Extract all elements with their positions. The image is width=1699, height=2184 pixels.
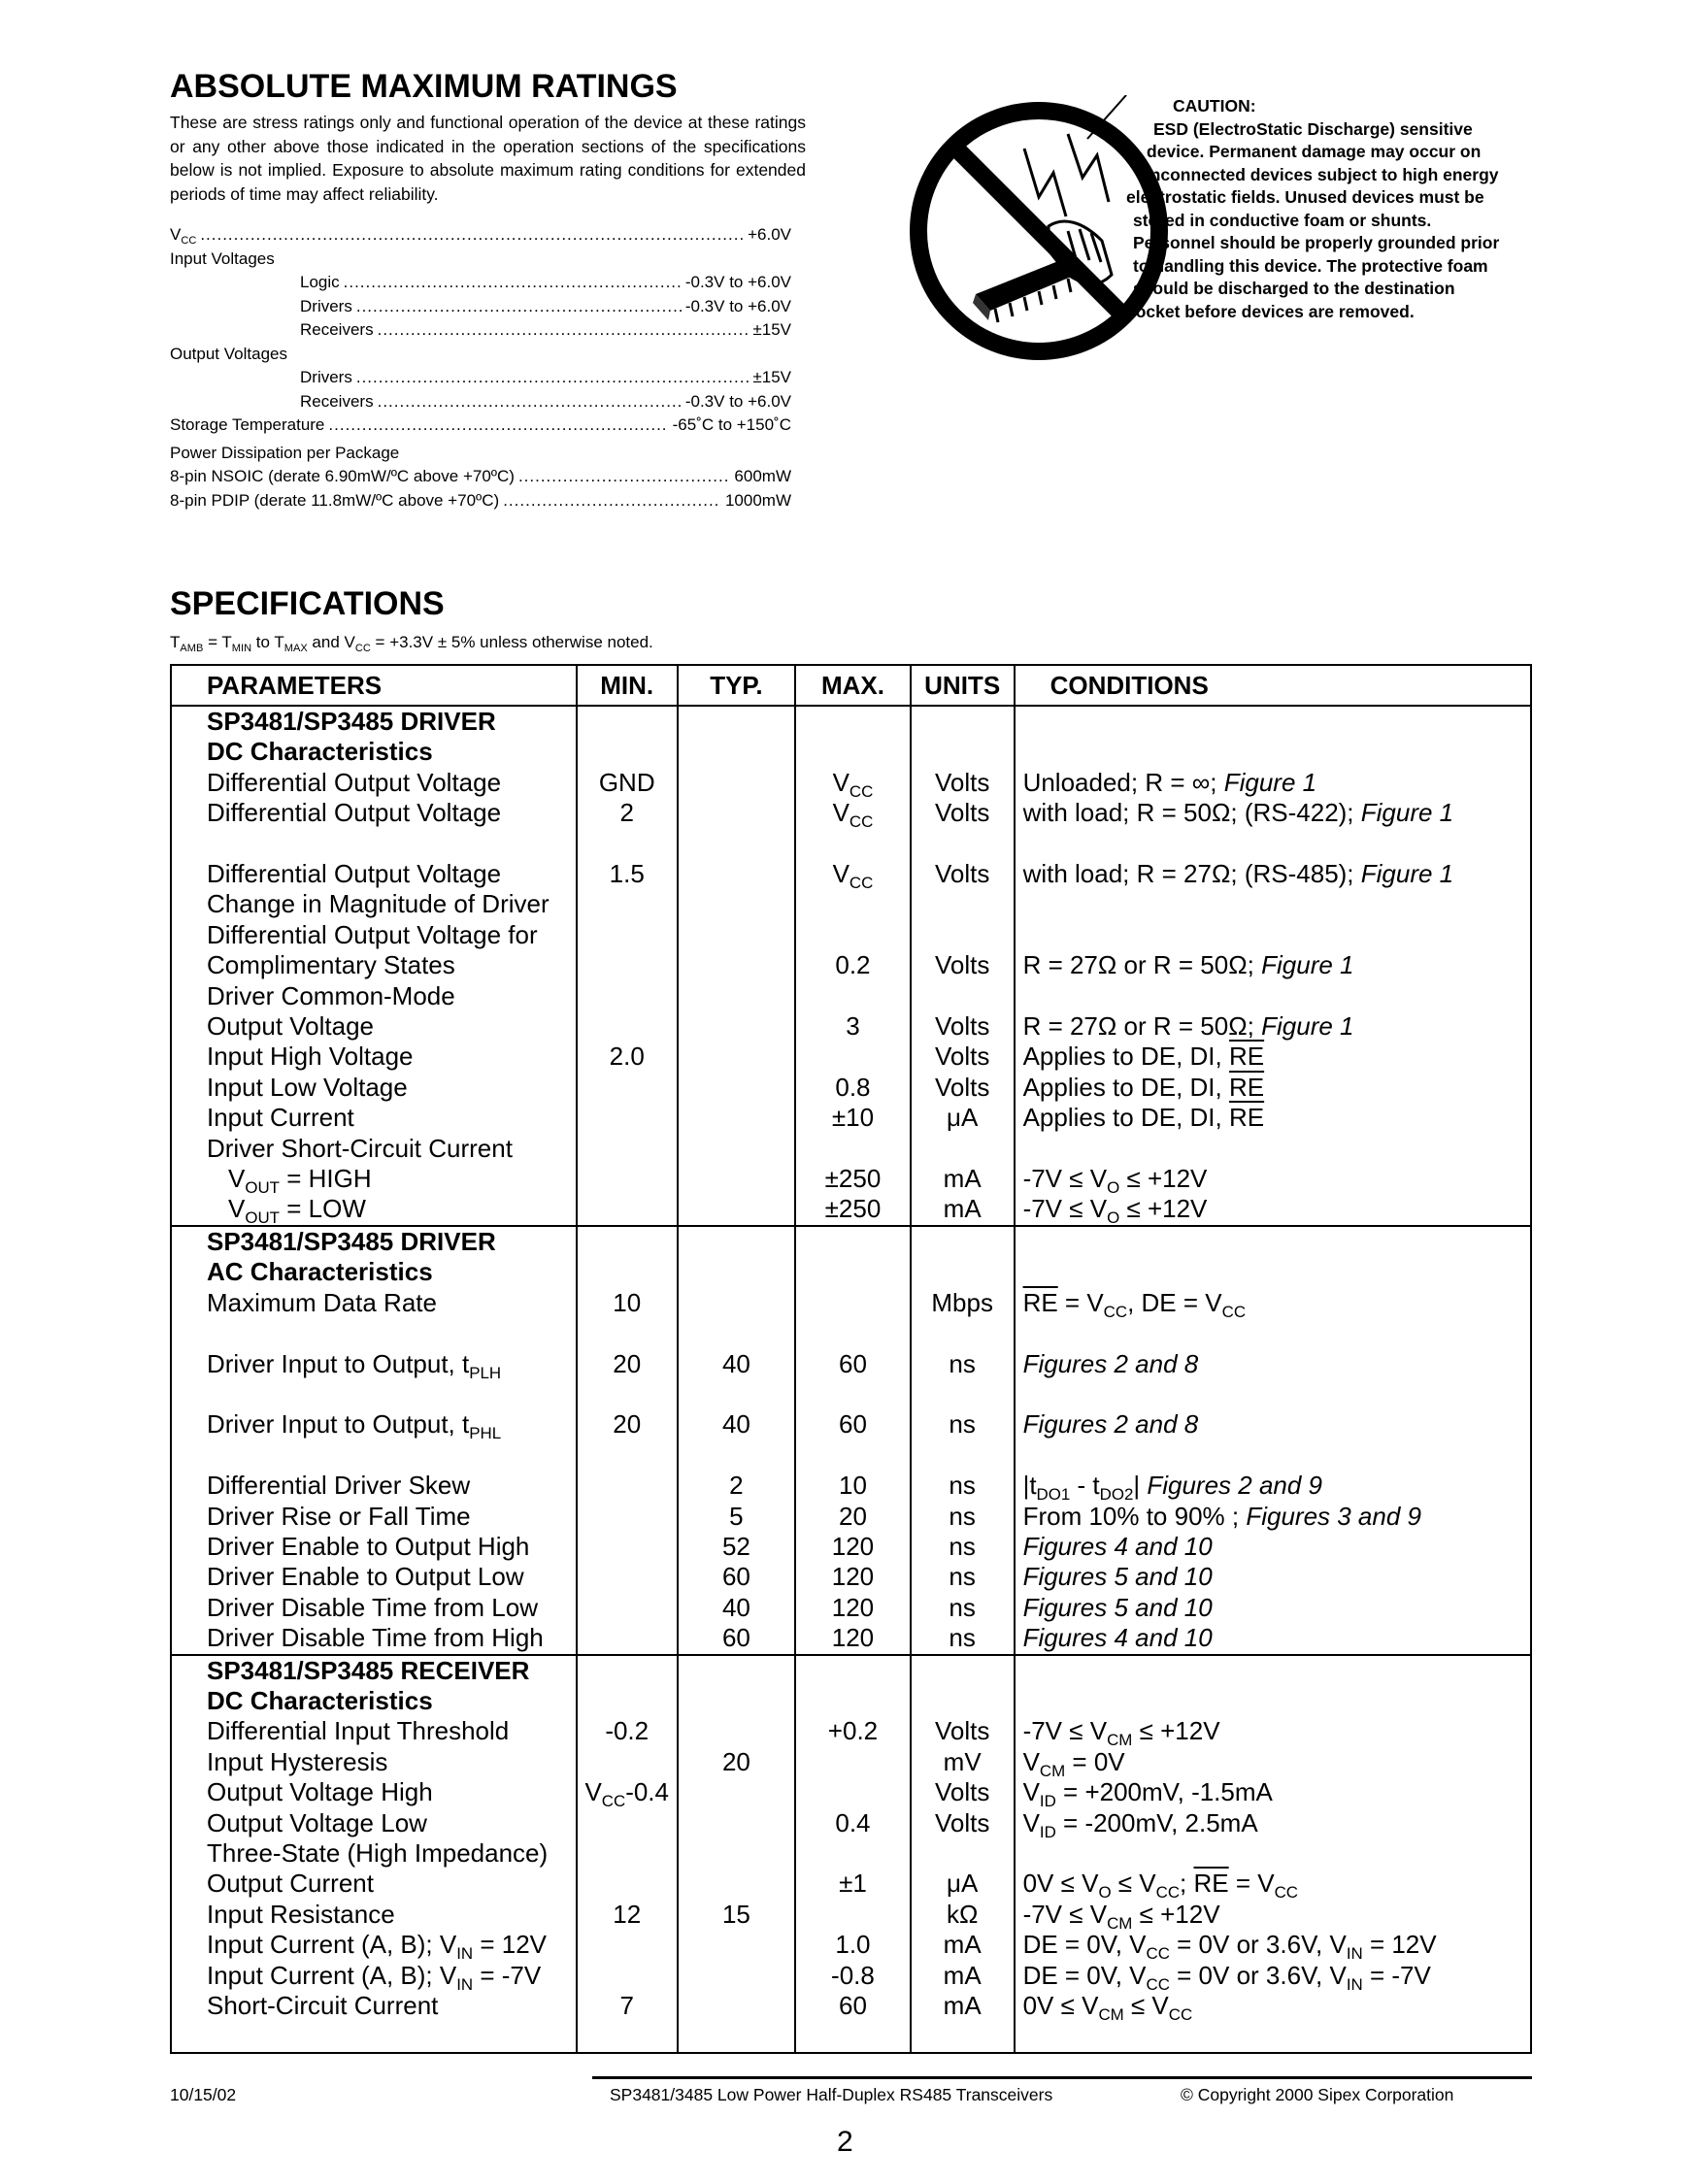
table-row: Differential Output Voltage 1.5 $V_{CC}$ Volts with load; R = 27Ω; (RS-485); Figure 1 xyxy=(171,859,1531,889)
ratings-list xyxy=(170,225,791,514)
header-conditions: CONDITIONS xyxy=(1015,665,1531,706)
table-row: Driver Enable to Output High 52 120 ns Figures 4 and 10 xyxy=(171,1532,1531,1562)
section-receiver-dc xyxy=(171,1655,1531,2053)
table-row: Driver Rise or Fall Time 5 20 ns From 10% to 90% ; Figures 3 and 9 xyxy=(171,1502,1531,1532)
table-row: Differential Output Voltage 2 $V_{CC}$ Volts with load; R = 50Ω; (RS-422); Figure 1 xyxy=(171,798,1531,859)
table-row: Driver Enable to Output Low 60 120 ns Figures 5 and 10 xyxy=(171,1562,1531,1592)
rating-output-drivers: Drivers ..... ±15V xyxy=(170,368,791,392)
table-row: Differential Output Voltage for xyxy=(171,920,1531,950)
header-typ: TYP. xyxy=(678,665,796,706)
caution-line: stored in conductive foam or shunts. xyxy=(1133,210,1432,230)
amr-intro: These are stress ratings only and functional operation of the device at these ratings or any other above those indicated in the operation sections of the specifications below is not implied. Exposure to absolute maximum rating conditions for extended periods of time may affect reliability. xyxy=(170,113,806,204)
caution-line: unconnected devices subject to high energy xyxy=(1140,164,1499,184)
section-driver-ac xyxy=(171,1226,1531,1655)
table-row: $V_{OUT}$ = LOW ±250 mA $-7V \le V_O \le +12V$ xyxy=(171,1194,1531,1225)
table-row: $V_{OUT}$ = HIGH ±250 mA $-7V \le V_O \le +12V$ xyxy=(171,1164,1531,1194)
table-row: Input Hysteresis 20 mV $V_{CM} = 0V$ xyxy=(171,1747,1531,1777)
rating-pdip: 8-pin PDIP (derate 11.8mW/ºC above +70ºC) ..... 1000mW xyxy=(170,491,791,515)
rating-output-receivers: Receivers ..... -0.3V to +6.0V xyxy=(170,392,791,416)
table-row: Driver Disable Time from Low 40 120 ns Figures 5 and 10 xyxy=(171,1593,1531,1623)
table-row: Input Current (A, B); $V_{IN} = 12V$ 1.0 mA DE = 0V, $V_{CC} = 0V$ or 3.6V, $V_{IN} = 12V$ xyxy=(171,1930,1531,1960)
table-row: Differential Input Threshold -0.2 +0.2 Volts $-7V \le V_{CM} \le +12V$ xyxy=(171,1716,1531,1746)
table-row: Input Current (A, B); $V_{IN} = -7V$ -0.8 mA DE = 0V, $V_{CC} = 0V$ or 3.6V, $V_{IN} = -7V$ xyxy=(171,1961,1531,1991)
footer-date: 10/15/02 xyxy=(170,2085,237,2104)
footer-title: SP3481/3485 Low Power Half-Duplex RS485 Transceivers xyxy=(610,2085,1053,2104)
amr-title: ABSOLUTE MAXIMUM RATINGS xyxy=(170,68,678,105)
header-units: UNITS xyxy=(911,665,1015,706)
rating-input-drivers: Drivers ..... -0.3V to +6.0V xyxy=(170,297,791,321)
caution-line: device. Permanent damage may occur on xyxy=(1147,142,1482,161)
table-row: Differential Output Voltage GND $V_{CC}$ Volts Unloaded; R = ∞; Figure 1 xyxy=(171,768,1531,798)
rating-vcc: $V_{CC}$ ..... +6.0V xyxy=(170,225,791,249)
section-driver-dc xyxy=(171,706,1531,1226)
table-row: Input Low Voltage 0.8 Volts Applies to DE, DI, $\overline{RE}$ xyxy=(171,1073,1531,1103)
rating-logic: Logic ..... -0.3V to +6.0V xyxy=(170,273,791,297)
table-row: Input Resistance 12 15 kΩ $-7V \le V_{CM} \le +12V$ xyxy=(171,1900,1531,1930)
table-row: Complimentary States 0.2 Volts R = 27Ω or R = 50Ω; Figure 1 xyxy=(171,950,1531,980)
spec-table xyxy=(170,664,1532,2054)
table-row: Driver Common-Mode xyxy=(171,981,1531,1011)
table-row: Output Voltage High $V_{CC}-0.4$ Volts $V_{ID} = +200mV$, -1.5mA xyxy=(171,1777,1531,1807)
table-row: Output Current ±1 μA $0V \le V_O \le V_{CC}$; $\overline{RE} = V_{CC}$ xyxy=(171,1869,1531,1899)
section-header: SP3481/SP3485 DRIVER xyxy=(171,1226,1531,1257)
section-subheader: DC Characteristics xyxy=(171,1686,1531,1716)
table-row: Maximum Data Rate 10 Mbps $\overline{RE} = V_{CC}$, DE = $V_{CC}$ xyxy=(171,1288,1531,1349)
table-row: Three-State (High Impedance) xyxy=(171,1838,1531,1869)
table-row: Driver Input to Output, $t_{PLH}$ 20 40 60 ns Figures 2 and 8 xyxy=(171,1349,1531,1410)
table-row: Short-Circuit Current 7 60 mA $0V \le V_{CM} \le V_{CC}$ xyxy=(171,1991,1531,2053)
table-row: Output Voltage Low 0.4 Volts $V_{ID} = -200mV$, 2.5mA xyxy=(171,1808,1531,1838)
lightning-icon xyxy=(1024,149,1066,216)
table-row: Driver Short-Circuit Current xyxy=(171,1134,1531,1164)
rating-input-voltages: Input Voltages xyxy=(170,248,275,268)
section-header: SP3481/SP3485 RECEIVER xyxy=(171,1655,1531,1686)
caution-line: Personnel should be properly grounded prior xyxy=(1133,233,1500,252)
table-row: Input Current ±10 μA Applies to DE, DI, $\overline{RE}$ xyxy=(171,1103,1531,1133)
spec-title: SPECIFICATIONS xyxy=(170,585,445,622)
page-number: 2 xyxy=(837,2126,853,2158)
section-subheader: AC Characteristics xyxy=(171,1257,1531,1287)
spec-note: $T_{AMB} = T_{MIN}$ to $T_{MAX}$ and $V_{CC} = +3.3V \pm 5\%$ unless otherwise noted. xyxy=(170,633,653,654)
footer-copyright: © Copyright 2000 Sipex Corporation xyxy=(1181,2085,1454,2104)
caution-line: should be discharged to the destination xyxy=(1133,279,1455,298)
caution-line: CAUTION: xyxy=(1173,96,1256,116)
rating-input-receivers: Receivers ..... ±15V xyxy=(170,320,791,345)
table-row: Output Voltage 3 Volts R = 27Ω or R = 50Ω; Figure 1 xyxy=(171,1011,1531,1042)
header-min: MIN. xyxy=(577,665,678,706)
section-subheader: DC Characteristics xyxy=(171,737,1531,767)
header-parameters: PARAMETERS xyxy=(171,665,577,706)
footer-rule xyxy=(592,2076,1532,2079)
table-row: Input High Voltage 2.0 Volts Applies to DE, DI, $\overline{RE}$ xyxy=(171,1042,1531,1072)
table-row: Differential Driver Skew 2 10 ns $|t_{DO1} - t_{DO2}|$ Figures 2 and 9 xyxy=(171,1471,1531,1501)
table-header-row xyxy=(171,665,1531,706)
caution-text xyxy=(1126,95,1534,323)
caution-line: to handling this device. The protective foam xyxy=(1133,255,1488,276)
rating-storage-temperature: Storage Temperature ..... -65˚C to +150˚C xyxy=(170,415,791,440)
rating-output-voltages: Output Voltages xyxy=(170,344,287,363)
caution-line: electrostatic fields. Unused devices must be xyxy=(1126,187,1484,207)
table-row: Change in Magnitude of Driver xyxy=(171,889,1531,919)
section-header: SP3481/SP3485 DRIVER xyxy=(171,706,1531,737)
table-row: Driver Disable Time from High 60 120 ns Figures 4 and 10 xyxy=(171,1623,1531,1654)
caution-line: socket before devices are removed. xyxy=(1126,301,1415,321)
header-max: MAX. xyxy=(795,665,911,706)
table-row: Driver Input to Output, $t_{PHL}$ 20 40 60 ns Figures 2 and 8 xyxy=(171,1409,1531,1471)
caution-line: ESD (ElectroStatic Discharge) sensitive xyxy=(1153,118,1473,139)
rating-nsoic: 8-pin NSOIC (derate 6.90mW/ºC above +70ºC) ..... 600mW xyxy=(170,467,791,491)
rating-power-dissipation: Power Dissipation per Package xyxy=(170,443,400,462)
